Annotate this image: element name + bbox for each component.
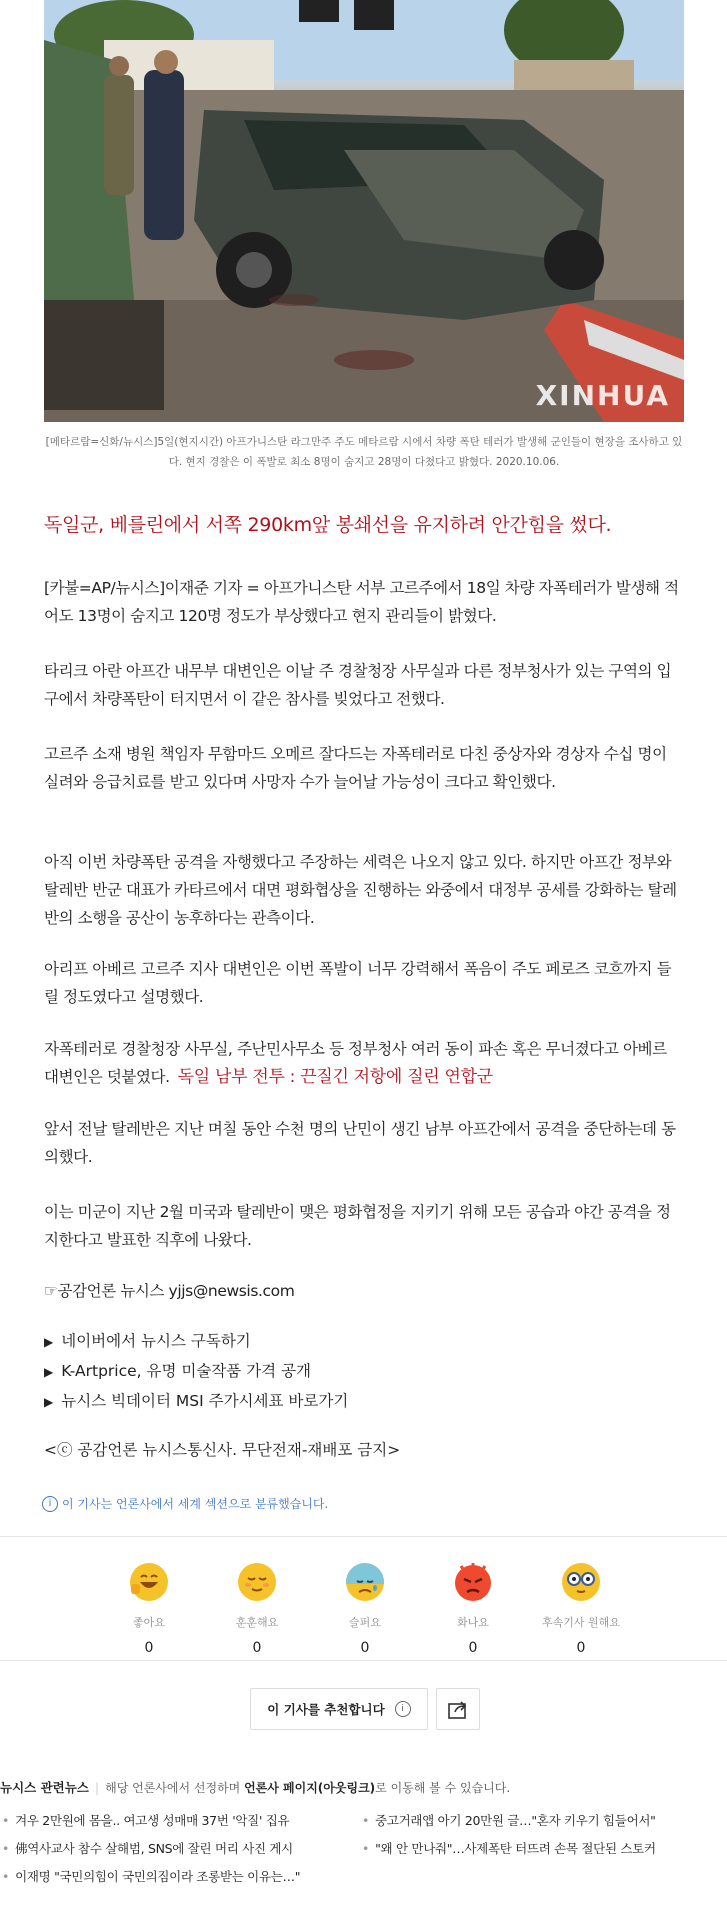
share-icon — [447, 1698, 469, 1720]
paragraph-6-text: 자폭테러로 경찰청장 사무실, 주난민사무소 등 정부청사 여러 동이 파손 혹은 무너졌다고 아베르 대변인은 덧붙였다. — [44, 1040, 667, 1086]
article-photo — [44, 0, 684, 422]
paragraph-5: 아리프 아베르 고르주 지사 대변인은 이번 폭발이 너무 강력해서 폭음이 주도 페로즈 코흐까지 들릴 정도였다고 설명했다. — [44, 960, 672, 1006]
related-news-item[interactable]: • 佛역사교사 참수 살해범, SNS에 잘린 머리 사진 게시 — [2, 1839, 293, 1857]
info-icon: i — [42, 1496, 58, 1512]
reaction-want-followup[interactable]: 후속기사 원해요 0 — [527, 1562, 635, 1656]
recommend-bar — [250, 1688, 480, 1730]
glasses-emoji-icon — [561, 1562, 601, 1602]
photo-watermark: XINHUA — [535, 379, 670, 412]
paragraph-6 — [44, 1035, 684, 1091]
related-news-header — [0, 1778, 727, 1796]
reaction-sad[interactable]: 슬퍼요 0 — [311, 1562, 419, 1656]
inline-red-headline: 독일 남부 전투 : 끈질긴 저항에 질린 연합군 — [177, 1067, 493, 1087]
sad-emoji-icon — [345, 1562, 385, 1602]
section-notice-text: 이 기사는 언론사에서 세계 섹션으로 분류했습니다. — [62, 1497, 329, 1511]
related-news-desc-prefix: 해당 언론사에서 선정하며 — [105, 1781, 245, 1795]
promo-link-naver[interactable]: ▶ 네이버에서 뉴시스 구독하기 — [44, 1327, 684, 1357]
related-news-item[interactable]: • 이재명 "국민의힘이 국민의짐이라 조롱받는 이유는…" — [2, 1867, 300, 1885]
reaction-warm[interactable]: 훈훈해요 0 — [203, 1562, 311, 1656]
related-news-source[interactable]: 뉴시스 관련뉴스 — [0, 1780, 89, 1795]
share-button[interactable] — [436, 1688, 480, 1730]
copyright-notice: <ⓒ 공감언론 뉴시스통신사. 무단전재-재배포 금지> — [44, 1441, 401, 1459]
related-news-item[interactable]: • 겨우 2만원에 몸을.. 여고생 성매매 37번 '악질' 집유 — [2, 1811, 289, 1829]
recommend-label: 이 기사를 추천합니다 — [267, 1702, 385, 1717]
reaction-angry[interactable]: 화나요 0 — [419, 1562, 527, 1656]
paragraph-4: 아직 이번 차량폭탄 공격을 자행했다고 주장하는 세력은 나오지 않고 있다. 하지만 아프간 정부와 탈레반 반군 대표가 카타르에서 대면 평화협상을 진행하는 와중에서 대정부 공세를 강화하는 탈레반의 소행을 공산이 농후하다는 관측이다. — [44, 853, 677, 927]
related-news-desc-bold: 언론사 페이지(아웃링크) — [244, 1781, 376, 1795]
info-icon[interactable]: i — [395, 1701, 411, 1717]
reporter-email[interactable]: ☞공감언론 뉴시스 yjjs@newsis.com — [44, 1282, 295, 1300]
promo-link-msi[interactable]: ▶ 뉴시스 빅데이터 MSI 주가시세표 바로가기 — [44, 1387, 684, 1417]
paragraph-8: 이는 미군이 지난 2월 미국과 탈레반이 맺은 평화협정을 지키기 위해 모든 공습과 야간 공격을 정지한다고 발표한 직후에 나왔다. — [44, 1203, 671, 1249]
reaction-bar — [95, 1562, 635, 1656]
divider — [0, 1536, 727, 1537]
promo-links — [44, 1327, 684, 1417]
related-news-item[interactable]: • "왜 안 만나줘"…사제폭탄 터뜨려 손목 절단된 스토커 — [362, 1839, 656, 1857]
divider — [0, 1660, 727, 1661]
smile-emoji-icon — [129, 1562, 169, 1602]
red-headline: 독일군, 베를린에서 서쪽 290km앞 봉쇄선을 유지하려 안간힘을 썼다. — [44, 514, 612, 536]
section-notice — [42, 1495, 328, 1512]
paragraph-3: 고르주 소재 병원 책임자 무함마드 오메르 잘다드는 자폭테러로 다친 중상자와 경상자 수십 명이 실려와 응급치료를 받고 있다며 사망자 수가 늘어날 가능성이 크다고 확인했다. — [44, 745, 667, 791]
photo-caption: [메타르람=신화/뉴시스]5일(현지시간) 아프가니스탄 라그만주 주도 메타르람 시에서 차량 폭탄 테러가 발생해 군인들이 현장을 조사하고 있다. 현지 경찰은 이 폭발로 최소 8명이 숨지고 28명이 다쳤다고 밝혔다. 2020.10.06. — [45, 436, 683, 468]
paragraph-7: 앞서 전날 탈레반은 지난 며칠 동안 수천 명의 난민이 생긴 남부 아프간에서 공격을 중단하는데 동의했다. — [44, 1120, 676, 1166]
content-emoji-icon — [237, 1562, 277, 1602]
related-news-desc-suffix: 로 이동해 볼 수 있습니다. — [375, 1781, 511, 1795]
paragraph-2: 타리크 아란 아프간 내무부 대변인은 이날 주 경찰청장 사무실과 다른 정부청사가 있는 구역의 입구에서 차량폭탄이 터지면서 이 같은 참사를 빚었다고 전했다. — [44, 662, 672, 708]
paragraph-1: [카불=AP/뉴시스]이재준 기자 = 아프가니스탄 서부 고르주에서 18일 차량 자폭테러가 발생해 적어도 13명이 숨지고 120명 정도가 부상했다고 현지 관리들이 밝혔다. — [44, 579, 679, 625]
reaction-like[interactable]: 좋아요 0 — [95, 1562, 203, 1656]
related-news-item[interactable]: • 중고거래앱 아기 20만원 글…"혼자 키우기 힘들어서" — [362, 1811, 656, 1829]
promo-link-artprice[interactable]: ▶ K-Artprice, 유명 미술작품 가격 공개 — [44, 1357, 684, 1387]
angry-emoji-icon — [453, 1562, 493, 1602]
recommend-button[interactable] — [250, 1688, 428, 1730]
separator: | — [94, 1780, 100, 1795]
